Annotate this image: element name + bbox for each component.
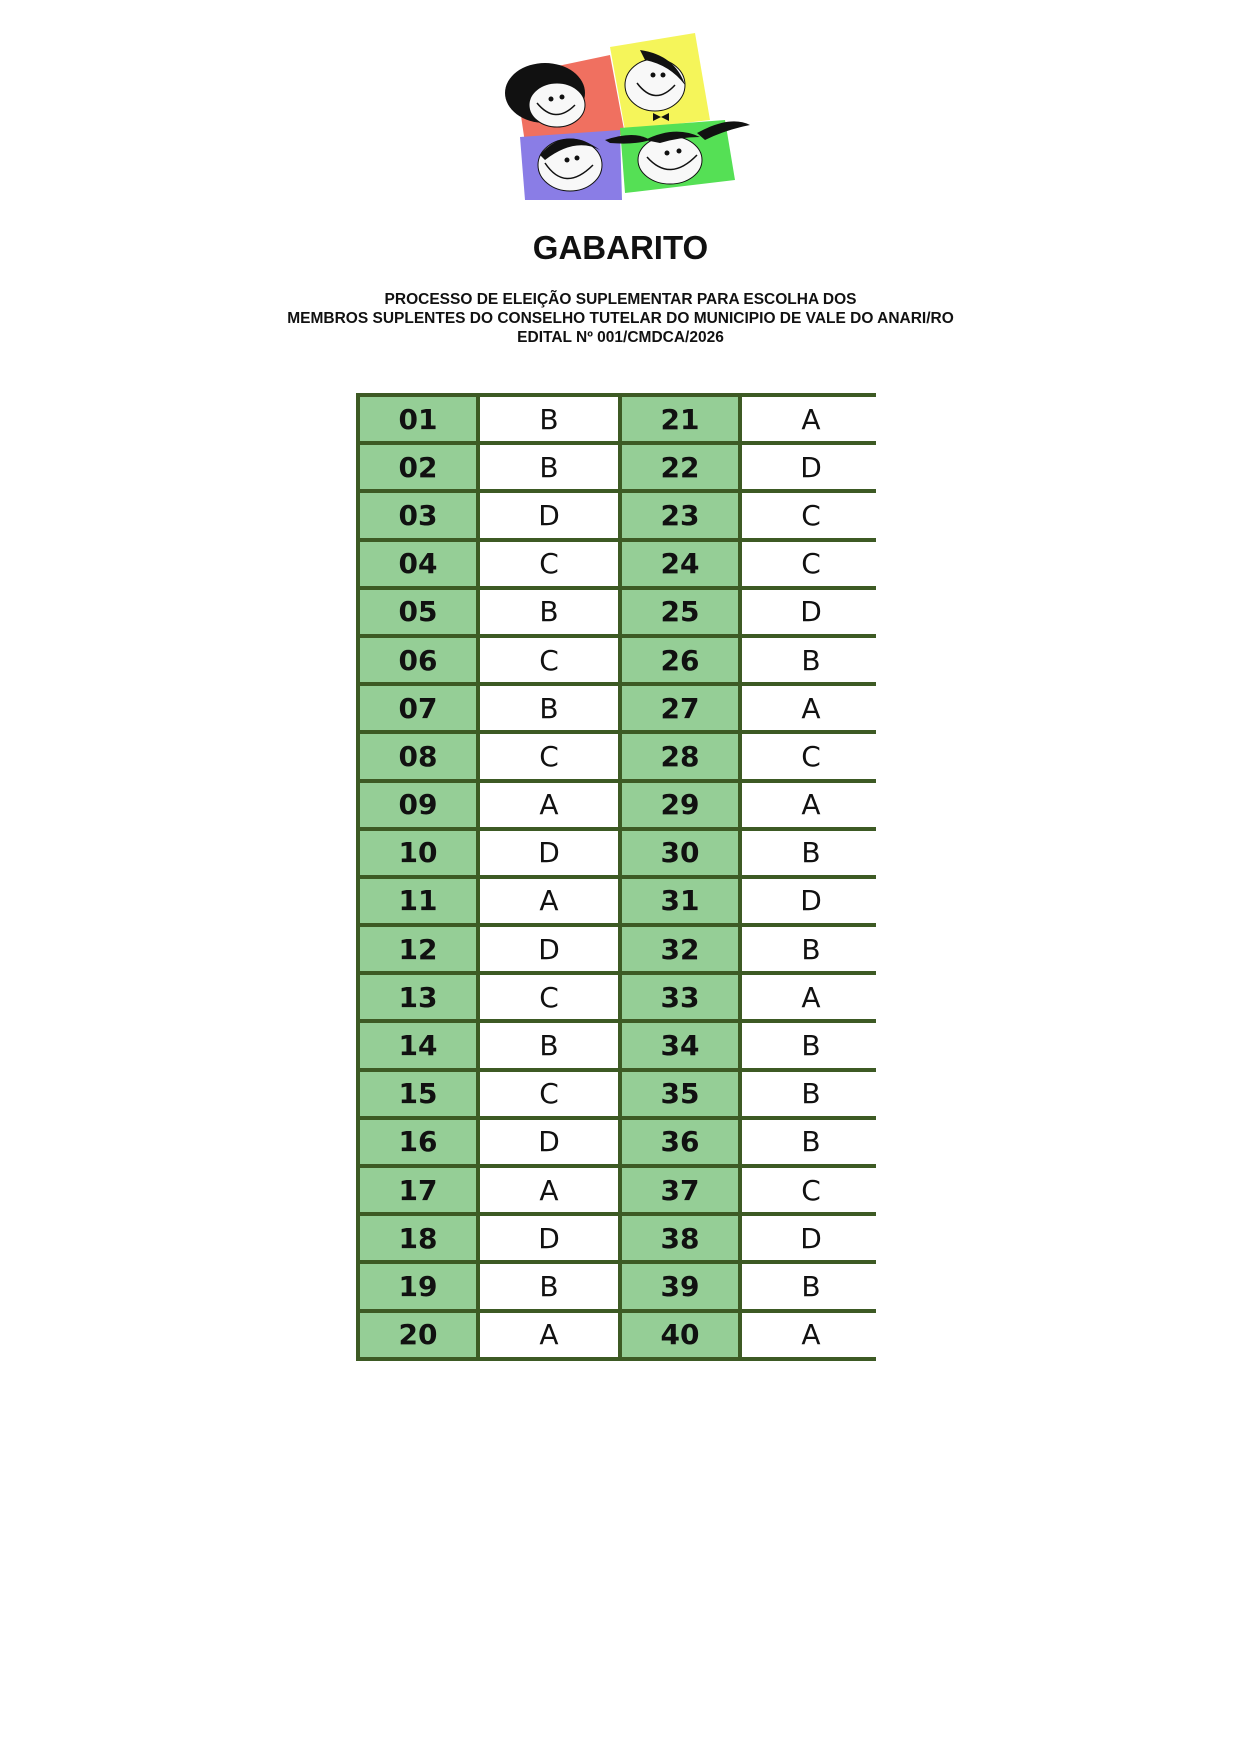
answer-letter: A <box>480 783 618 827</box>
answer-letter: C <box>742 493 880 537</box>
question-number: 33 <box>622 975 738 1019</box>
answer-letter: D <box>480 1120 618 1164</box>
table-row <box>360 831 872 875</box>
table-row <box>360 542 872 586</box>
answer-letter: A <box>742 975 880 1019</box>
answer-letter: C <box>742 734 880 778</box>
table-row <box>360 590 872 634</box>
question-number: 07 <box>360 686 476 730</box>
question-number: 02 <box>360 445 476 489</box>
question-number: 10 <box>360 831 476 875</box>
question-number: 22 <box>622 445 738 489</box>
question-number: 28 <box>622 734 738 778</box>
table-row <box>360 493 872 537</box>
table-row <box>360 397 872 441</box>
answer-letter: D <box>742 879 880 923</box>
subtitle-line-1: PROCESSO DE ELEIÇÃO SUPLEMENTAR PARA ESCOLHA DOS <box>384 291 857 308</box>
question-number: 08 <box>360 734 476 778</box>
question-number: 38 <box>622 1216 738 1260</box>
answer-letter: A <box>742 686 880 730</box>
question-number: 14 <box>360 1023 476 1067</box>
answer-letter: D <box>480 1216 618 1260</box>
table-row <box>360 1216 872 1260</box>
answer-letter: C <box>480 542 618 586</box>
question-number: 34 <box>622 1023 738 1067</box>
answer-letter: A <box>480 1313 618 1357</box>
answer-letter: B <box>480 445 618 489</box>
question-number: 31 <box>622 879 738 923</box>
question-number: 19 <box>360 1264 476 1308</box>
answer-letter: A <box>742 1313 880 1357</box>
answer-letter: B <box>742 1264 880 1308</box>
question-number: 05 <box>360 590 476 634</box>
answer-letter: D <box>742 590 880 634</box>
table-row <box>360 927 872 971</box>
question-number: 13 <box>360 975 476 1019</box>
answer-key-table <box>356 393 876 1361</box>
answer-letter: B <box>480 1264 618 1308</box>
question-number: 20 <box>360 1313 476 1357</box>
table-row <box>360 783 872 827</box>
question-number: 04 <box>360 542 476 586</box>
question-number: 35 <box>622 1072 738 1116</box>
answer-letter: B <box>742 1023 880 1067</box>
question-number: 16 <box>360 1120 476 1164</box>
answer-letter: A <box>742 783 880 827</box>
question-number: 29 <box>622 783 738 827</box>
answer-letter: C <box>480 975 618 1019</box>
question-number: 24 <box>622 542 738 586</box>
answer-letter: B <box>742 638 880 682</box>
children-faces-logo <box>485 25 755 205</box>
question-number: 36 <box>622 1120 738 1164</box>
table-row <box>360 686 872 730</box>
question-number: 09 <box>360 783 476 827</box>
table-row <box>360 1023 872 1067</box>
answer-letter: D <box>742 445 880 489</box>
table-row <box>360 1120 872 1164</box>
table-row <box>360 1264 872 1308</box>
answer-letter: D <box>480 927 618 971</box>
question-number: 37 <box>622 1168 738 1212</box>
answer-letter: B <box>742 1072 880 1116</box>
question-number: 15 <box>360 1072 476 1116</box>
question-number: 27 <box>622 686 738 730</box>
answer-letter: B <box>742 831 880 875</box>
table-row <box>360 445 872 489</box>
table-row <box>360 1072 872 1116</box>
question-number: 06 <box>360 638 476 682</box>
question-number: 21 <box>622 397 738 441</box>
question-number: 30 <box>622 831 738 875</box>
question-number: 32 <box>622 927 738 971</box>
question-number: 25 <box>622 590 738 634</box>
answer-letter: B <box>480 397 618 441</box>
answer-letter: C <box>742 1168 880 1212</box>
question-number: 03 <box>360 493 476 537</box>
question-number: 26 <box>622 638 738 682</box>
table-row <box>360 638 872 682</box>
table-row <box>360 734 872 778</box>
table-row <box>360 1313 872 1357</box>
answer-letter: B <box>480 590 618 634</box>
table-row <box>360 975 872 1019</box>
question-number: 18 <box>360 1216 476 1260</box>
answer-letter: C <box>480 638 618 682</box>
answer-letter: B <box>480 1023 618 1067</box>
page-title: GABARITO <box>532 229 709 266</box>
answer-letter: A <box>742 397 880 441</box>
table-row <box>360 879 872 923</box>
answer-letter: D <box>480 493 618 537</box>
edital-number: EDITAL Nº 001/CMDCA/2026 <box>517 329 724 346</box>
subtitle-line-2: MEMBROS SUPLENTES DO CONSELHO TUTELAR DO MUNICIPIO DE VALE DO ANARI/RO <box>287 310 954 327</box>
table-row <box>360 1168 872 1212</box>
answer-letter: C <box>480 1072 618 1116</box>
answer-letter: A <box>480 879 618 923</box>
answer-letter: B <box>742 1120 880 1164</box>
question-number: 12 <box>360 927 476 971</box>
question-number: 17 <box>360 1168 476 1212</box>
question-number: 11 <box>360 879 476 923</box>
question-number: 40 <box>622 1313 738 1357</box>
question-number: 39 <box>622 1264 738 1308</box>
answer-letter: B <box>742 927 880 971</box>
answer-letter: D <box>480 831 618 875</box>
question-number: 23 <box>622 493 738 537</box>
answer-letter: C <box>480 734 618 778</box>
answer-letter: C <box>742 542 880 586</box>
answer-letter: B <box>480 686 618 730</box>
answer-letter: A <box>480 1168 618 1212</box>
answer-letter: D <box>742 1216 880 1260</box>
question-number: 01 <box>360 397 476 441</box>
